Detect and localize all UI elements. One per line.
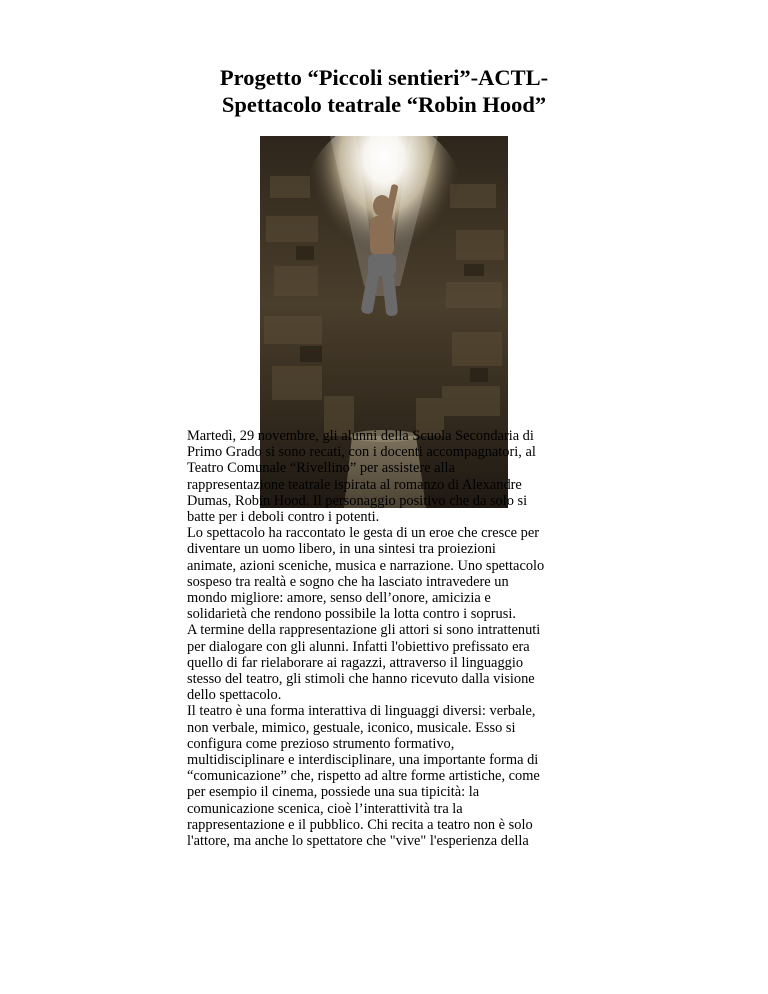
- article-body: [187, 428, 547, 849]
- title-line-2: Spettacolo teatrale “Robin Hood”: [221, 92, 547, 117]
- paragraph: A termine della rappresentazione gli attori si sono intrattenuti per dialogare con gli alunni. Infatti l'obiettivo prefissato era quello di far rielaborare ai ragazzi, attraverso il linguaggio stesso del teatro, gli stimoli che hanno ricevuto dalla visione dello spettacolo.: [187, 622, 541, 704]
- title-line-1: Progetto “Piccoli sentieri”-ACTL-: [219, 65, 549, 90]
- paragraph: Martedì, 29 novembre, gli alunni della Scuola Secondaria di Primo Grado si sono recati, con i docenti accompagnatori, al Teatro Comunale “Rivellino” per assistere alla rappresentazione teatrale ispirata al romanzo di Alexandre Dumas, Robin Hood. Il personaggio positivo che da solo si batte per i deboli contro i potenti.: [187, 428, 536, 526]
- paragraph: Il teatro è una forma interattiva di linguaggi diversi: verbale, non verbale, mimico, gestuale, iconico, musicale. Esso si configura come prezioso strumento formativo, multidisciplinare e interdisciplinare, una importante forma di “comunicazione” che, rispetto ad altre forme artistiche, come per esempio il cinema, possiede una sua tipicità: la comunicazione scenica, cioè l’interattività tra la rappresentazione e il pubblico. Chi recita a teatro non è solo l'attore, ma anche lo spettatore che "vive" l'esperienza della: [187, 703, 540, 850]
- paragraph: Lo spettacolo ha raccontato le gesta di un eroe che cresce per diventare un uomo libero, in una sintesi tra proiezioni animate, azioni sceniche, musica e narrazione. Uno spettacolo sospeso tra realtà e sogno che ha lasciato intravedere un mondo migliore: amore, senso dell’onore, amicizia e solidarietà che rendono possibile la lotta contro i soprusi.: [187, 525, 545, 623]
- page-title: [150, 64, 618, 118]
